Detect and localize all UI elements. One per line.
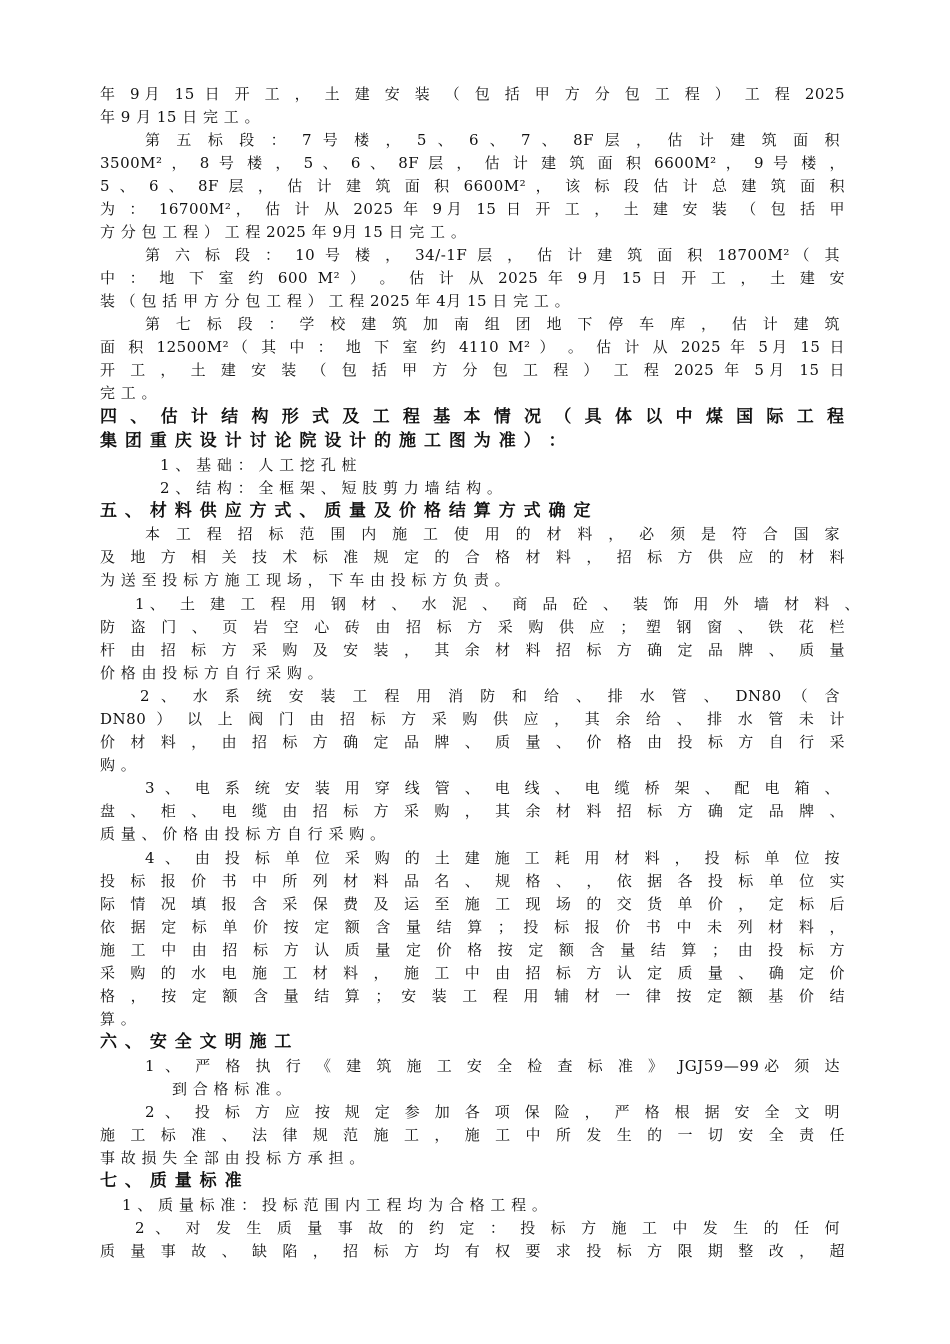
text-line: 3500M² ， 8 号 楼 ， 5 、 6 、 8F 层 ， 估 计 建 筑 面 积 6600M² ， 9 号 楼 ，	[100, 154, 845, 172]
text-line: 完 工 。	[100, 384, 158, 402]
text-line: 装 （ 包 括 甲 方 分 包 工 程 ） 工 程 2025 年 4月 15 日 完 工 。	[100, 292, 571, 310]
text-line: 为 ： 16700M²， 估 计 从 2025 年 9月 15 日 开 工 ， 土 建 安 装 （ 包 括 甲	[100, 200, 845, 218]
text-line: 面 积 12500M²（ 其 中 ： 地 下 室 约 4110 M² ） 。 估 计 从 2025 年 5月 15 日	[100, 338, 845, 356]
text-line: 投 标 报 价 书 中 所 列 材 料 品 名 、 规 格 、 ， 依 据 各 投 标 单 位 实	[100, 872, 845, 890]
text-line: 算 。	[100, 1010, 137, 1028]
list-item: 2 、 结 构 ： 全 框 架 、 短 肢 剪 力 墙 结 构 。	[160, 479, 503, 497]
section-heading: 五 、 材 料 供 应 方 式 、 质 量 及 价 格 结 算 方 式 确 定	[100, 501, 592, 521]
text-line: 质 量 、 价 格 由 投 标 方 自 行 采 购 。	[100, 825, 386, 843]
text-line: DN80 ） 以 上 阀 门 由 招 标 方 采 购 供 应 ， 其 余 给 、 排 水 管 未 计	[100, 710, 845, 728]
text-line: 年 9月 15 日 开 工 ， 土 建 安 装 （ 包 括 甲 方 分 包 工 程 ） 工 程 2025	[100, 85, 845, 103]
text-line: 价 格 由 投 标 方 自 行 采 购 。	[100, 664, 324, 682]
text-line: 1、 土 建 工 程 用 钢 材 、 水 泥 、 商 品 砼 、 装 饰 用 外 墙 材 料 、	[135, 595, 860, 613]
text-line: 5 、 6 、 8F 层 ， 估 计 建 筑 面 积 6600M² ， 该 标 段 估 计 总 建 筑 面 积	[100, 177, 845, 195]
list-item: 1 、 基 础 ： 人 工 挖 孔 桩	[160, 456, 357, 474]
text-line: 3 、 电 系 统 安 装 用 穿 线 管 、 电 线 、 电 缆 桥 架 、 配 电 箱 、	[145, 779, 840, 797]
text-line: 采 购 的 水 电 施 工 材 料 ， 施 工 中 由 招 标 方 认 定 质 量 、 确 定 价	[100, 964, 845, 982]
text-line: 施 工 标 准 、 法 律 规 范 施 工 ， 施 工 中 所 发 生 的 一 切 安 全 责 任	[100, 1126, 845, 1144]
text-line: 到 合 格 标 准 。	[172, 1080, 292, 1098]
text-line: 施 工 中 由 招 标 方 认 质 量 定 价 格 按 定 额 含 量 结 算 ； 由 投 标 方	[100, 941, 845, 959]
text-line: 第 七 标 段 ： 学 校 建 筑 加 南 组 团 地 下 停 车 库 ， 估 计 建 筑	[145, 315, 840, 333]
text-line: 价 材 料 ， 由 招 标 方 确 定 品 牌 、 质 量 、 价 格 由 投 标 方 自 行 采	[100, 733, 845, 751]
section-heading: 六 、 安 全 文 明 施 工	[100, 1032, 293, 1052]
text-line: 2 、 投 标 方 应 按 规 定 参 加 各 项 保 险 ， 严 格 根 据 安 全 文 明	[145, 1103, 840, 1121]
text-line: 及 地 方 相 关 技 术 标 准 规 定 的 合 格 材 料 ， 招 标 方 供 应 的 材 料	[100, 548, 845, 566]
text-line: 格 ， 按 定 额 含 量 结 算 ； 安 装 工 程 用 辅 材 一 律 按 定 额 基 价 结	[100, 987, 845, 1005]
text-line: 防 盗 门 、 页 岩 空 心 砖 由 招 标 方 采 购 供 应 ； 塑 钢 窗 、 铁 花 栏	[100, 618, 845, 636]
text-line: 2 、 水 系 统 安 装 工 程 用 消 防 和 给 、 排 水 管 、 DN80 （ 含	[140, 687, 840, 705]
section-heading: 集 团 重 庆 设 计 讨 论 院 设 计 的 施 工 图 为 准 ） ：	[100, 431, 567, 451]
text-line: 为 送 至 投 标 方 施 工 现 场 ， 下 车 由 投 标 方 负 责 。	[100, 571, 511, 589]
text-line: 际 情 况 填 报 含 采 保 费 及 运 至 施 工 现 场 的 交 货 单 价 ， 定 标 后	[100, 895, 845, 913]
text-line: 依 据 定 标 单 价 按 定 额 含 量 结 算 ； 投 标 报 价 书 中 未 列 材 料 ，	[100, 918, 845, 936]
section-heading: 七 、 质 量 标 准	[100, 1171, 243, 1191]
text-line: 第 六 标 段 ： 10 号 楼 ， 34/-1F 层 ， 估 计 建 筑 面 积 18700M²（ 其	[145, 246, 840, 264]
text-line: 杆 由 招 标 方 采 购 及 安 装 ， 其 余 材 料 招 标 方 确 定 品 牌 、 质 量	[100, 641, 845, 659]
text-line: 本 工 程 招 标 范 围 内 施 工 使 用 的 材 料 ， 必 须 是 符 合 国 家	[145, 525, 840, 543]
text-line: 4 、 由 投 标 单 位 采 购 的 土 建 施 工 耗 用 材 料 ， 投 标 单 位 按	[145, 849, 840, 867]
text-line: 质 量 事 故 、 缺 陷 ， 招 标 方 均 有 权 要 求 投 标 方 限 期 整 改 ， 超	[100, 1242, 845, 1260]
text-line: 方 分 包 工 程 ） 工 程 2025 年 9月 15 日 完 工 。	[100, 223, 467, 241]
text-line: 年 9 月 15 日 完 工 。	[100, 108, 261, 126]
text-line: 事 故 损 失 全 部 由 投 标 方 承 担 。	[100, 1149, 365, 1167]
text-line: 1 、 质 量 标 准 ： 投 标 范 围 内 工 程 均 为 合 格 工 程 。	[122, 1196, 548, 1214]
text-line: 开 工 ， 土 建 安 装 （ 包 括 甲 方 分 包 工 程 ） 工 程 2025 年 5月 15 日	[100, 361, 845, 379]
section-heading: 四 、 估 计 结 构 形 式 及 工 程 基 本 情 况 （ 具 体 以 中 煤 国 际 工 程	[100, 407, 845, 427]
text-line: 盘 、 柜 、 电 缆 由 招 标 方 采 购 ， 其 余 材 料 招 标 方 确 定 品 牌 、	[100, 802, 845, 820]
text-line: 中 ： 地 下 室 约 600 M² ） 。 估 计 从 2025 年 9月 15 日 开 工 ， 土 建 安	[100, 269, 845, 287]
text-line: 购 。	[100, 756, 137, 774]
text-line: 1 、 严 格 执 行 《 建 筑 施 工 安 全 检 查 标 准 》 JGJ59—99必 须 达	[145, 1057, 840, 1075]
text-line: 第 五 标 段 ： 7 号 楼 ， 5 、 6 、 7 、 8F 层 ， 估 计 建 筑 面 积	[145, 131, 840, 149]
text-line: 2 、 对 发 生 质 量 事 故 的 约 定 ： 投 标 方 施 工 中 发 生 的 任 何	[135, 1219, 840, 1237]
